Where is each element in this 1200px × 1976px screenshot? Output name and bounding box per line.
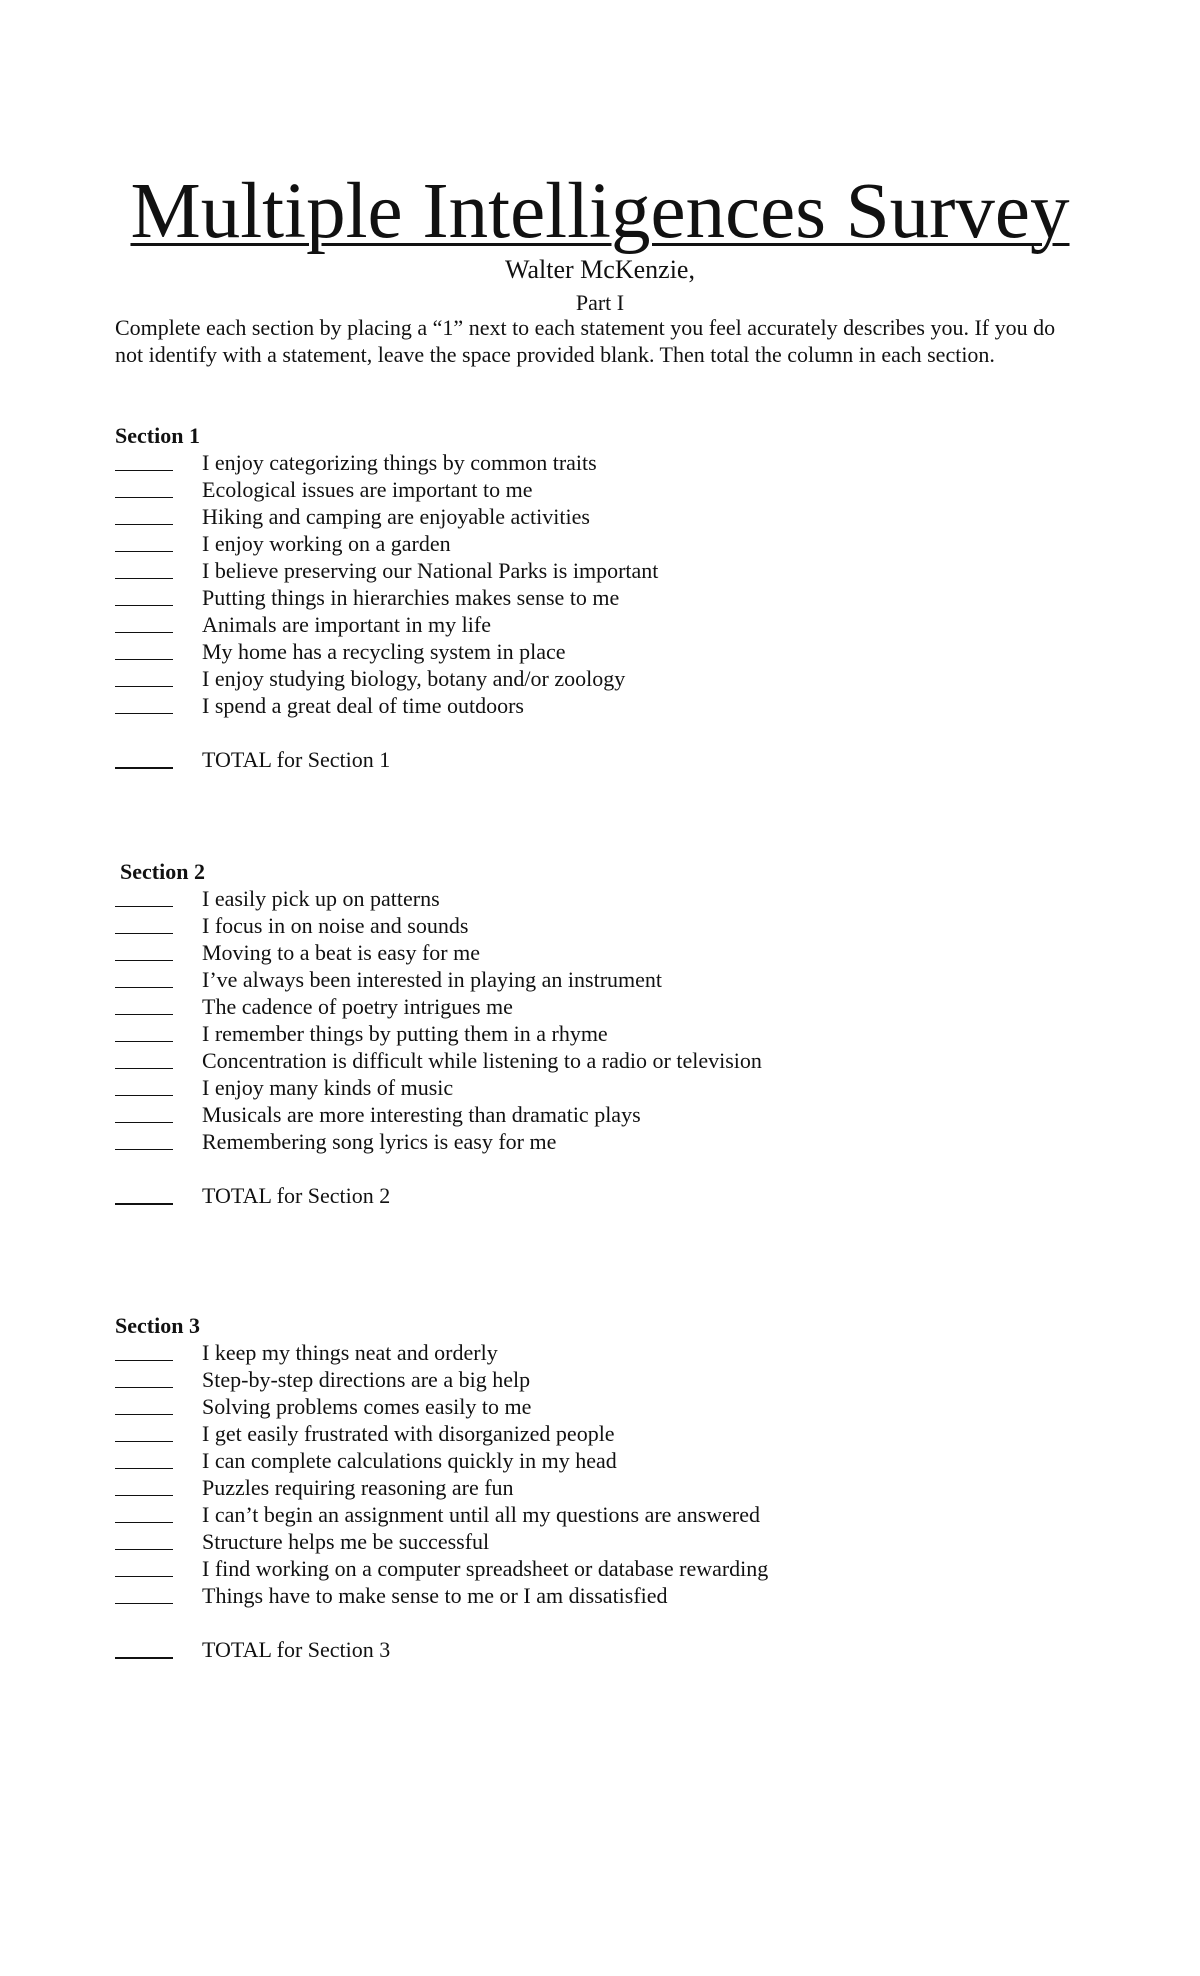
- answer-blank[interactable]: [115, 1020, 173, 1042]
- statement-row: [115, 1474, 1065, 1501]
- statement-text: Remembering song lyrics is easy for me: [202, 1129, 557, 1154]
- statement-row: [115, 503, 1065, 530]
- statement-text: I focus in on noise and sounds: [202, 913, 469, 938]
- total-label: TOTAL for Section 1: [202, 747, 391, 772]
- statement-row: [115, 1501, 1065, 1528]
- statement-text: Animals are important in my life: [202, 612, 491, 637]
- answer-blank[interactable]: [115, 1420, 173, 1442]
- statement-text: Step-by-step directions are a big help: [202, 1367, 531, 1392]
- answer-blank[interactable]: [115, 1366, 173, 1388]
- statement-row: [115, 912, 1065, 939]
- answer-blank[interactable]: [115, 885, 173, 907]
- answer-blank[interactable]: [115, 638, 173, 660]
- answer-blank[interactable]: [115, 1474, 173, 1496]
- statement-row: [115, 1101, 1065, 1128]
- statement-text: I spend a great deal of time outdoors: [202, 693, 524, 718]
- statement-row: [115, 1366, 1065, 1393]
- statement-text: I can’t begin an assignment until all my questions are answered: [202, 1502, 761, 1527]
- statement-row: [115, 993, 1065, 1020]
- statement-text: Structure helps me be successful: [202, 1529, 490, 1554]
- answer-blank[interactable]: [115, 1339, 173, 1361]
- answer-blank[interactable]: [115, 966, 173, 988]
- statement-text: I can complete calculations quickly in my head: [202, 1448, 617, 1473]
- answer-blank[interactable]: [115, 1128, 173, 1150]
- total-blank[interactable]: [115, 1182, 173, 1205]
- answer-blank[interactable]: [115, 449, 173, 471]
- answer-blank[interactable]: [115, 530, 173, 552]
- answer-blank[interactable]: [115, 692, 173, 714]
- answer-blank[interactable]: [115, 611, 173, 633]
- answer-blank[interactable]: [115, 993, 173, 1015]
- statement-text: Puzzles requiring reasoning are fun: [202, 1475, 514, 1500]
- statement-text: Putting things in hierarchies makes sense to me: [202, 585, 620, 610]
- statement-text: I find working on a computer spreadsheet or database rewarding: [202, 1556, 769, 1581]
- statement-row: [115, 476, 1065, 503]
- section-1: [115, 422, 1065, 773]
- statement-text: The cadence of poetry intrigues me: [202, 994, 513, 1019]
- answer-blank[interactable]: [115, 1528, 173, 1550]
- statement-row: [115, 1447, 1065, 1474]
- instructions-paragraph: Complete each section by placing a “1” next to each statement you feel accurately describes you. If you do not identify with a statement, leave the space provided blank. Then total the column in each section.: [115, 315, 1056, 367]
- statement-text: Solving problems comes easily to me: [202, 1394, 532, 1419]
- statement-row: [115, 530, 1065, 557]
- statement-text: I enjoy many kinds of music: [202, 1075, 454, 1100]
- answer-blank[interactable]: [115, 1555, 173, 1577]
- statement-row: [115, 939, 1065, 966]
- total-label: TOTAL for Section 3: [202, 1637, 391, 1662]
- statement-text: I remember things by putting them in a rhyme: [202, 1021, 608, 1046]
- statement-row: [115, 638, 1065, 665]
- total-row: [115, 746, 1065, 773]
- answer-blank[interactable]: [115, 584, 173, 606]
- answer-blank[interactable]: [115, 503, 173, 525]
- statement-row: [115, 1420, 1065, 1447]
- author-name: Walter McKenzie,: [505, 255, 695, 284]
- section-2: [115, 858, 1065, 1209]
- total-row: [115, 1636, 1065, 1663]
- answer-blank[interactable]: [115, 1582, 173, 1604]
- section-heading: Section 1: [115, 423, 200, 448]
- statement-row: [115, 966, 1065, 993]
- statement-text: I easily pick up on patterns: [202, 886, 440, 911]
- statement-row: [115, 1047, 1065, 1074]
- answer-blank[interactable]: [115, 1447, 173, 1469]
- statement-row: [115, 1393, 1065, 1420]
- section-heading: Section 3: [115, 1313, 200, 1338]
- total-blank[interactable]: [115, 1636, 173, 1659]
- statement-text: Things have to make sense to me or I am dissatisfied: [202, 1583, 668, 1608]
- statement-row: [115, 665, 1065, 692]
- answer-blank[interactable]: [115, 665, 173, 687]
- total-blank[interactable]: [115, 746, 173, 769]
- statement-text: I’ve always been interested in playing an instrument: [202, 967, 663, 992]
- answer-blank[interactable]: [115, 1047, 173, 1069]
- statement-text: Musicals are more interesting than dramatic plays: [202, 1102, 641, 1127]
- statement-row: [115, 1128, 1065, 1155]
- statement-row: [115, 584, 1065, 611]
- page-title: Multiple Intelligences Survey: [130, 168, 1070, 255]
- total-label: TOTAL for Section 2: [202, 1183, 391, 1208]
- statement-text: Ecological issues are important to me: [202, 477, 533, 502]
- answer-blank[interactable]: [115, 1501, 173, 1523]
- statement-text: I enjoy working on a garden: [202, 531, 451, 556]
- statement-text: Concentration is difficult while listening to a radio or television: [202, 1048, 762, 1073]
- section-3: [115, 1312, 1065, 1663]
- answer-blank[interactable]: [115, 1393, 173, 1415]
- statement-row: [115, 1555, 1065, 1582]
- statement-row: [115, 557, 1065, 584]
- part-label: Part I: [575, 290, 625, 315]
- statement-row: [115, 885, 1065, 912]
- statement-text: I enjoy categorizing things by common traits: [202, 450, 597, 475]
- statement-text: I believe preserving our National Parks is important: [202, 558, 659, 583]
- statement-row: [115, 611, 1065, 638]
- answer-blank[interactable]: [115, 557, 173, 579]
- statement-row: [115, 1020, 1065, 1047]
- statement-row: [115, 1339, 1065, 1366]
- answer-blank[interactable]: [115, 1074, 173, 1096]
- answer-blank[interactable]: [115, 476, 173, 498]
- statement-text: I get easily frustrated with disorganized people: [202, 1421, 615, 1446]
- answer-blank[interactable]: [115, 912, 173, 934]
- statement-row: [115, 1582, 1065, 1609]
- statement-row: [115, 692, 1065, 719]
- answer-blank[interactable]: [115, 939, 173, 961]
- statement-row: [115, 1074, 1065, 1101]
- statement-text: Moving to a beat is easy for me: [202, 940, 480, 965]
- section-heading: Section 2: [120, 859, 205, 884]
- statement-row: [115, 1528, 1065, 1555]
- statement-row: [115, 449, 1065, 476]
- statement-text: I keep my things neat and orderly: [202, 1340, 498, 1365]
- answer-blank[interactable]: [115, 1101, 173, 1123]
- statement-text: I enjoy studying biology, botany and/or zoology: [202, 666, 626, 691]
- statement-text: Hiking and camping are enjoyable activities: [202, 504, 590, 529]
- statement-text: My home has a recycling system in place: [202, 639, 566, 664]
- total-row: [115, 1182, 1065, 1209]
